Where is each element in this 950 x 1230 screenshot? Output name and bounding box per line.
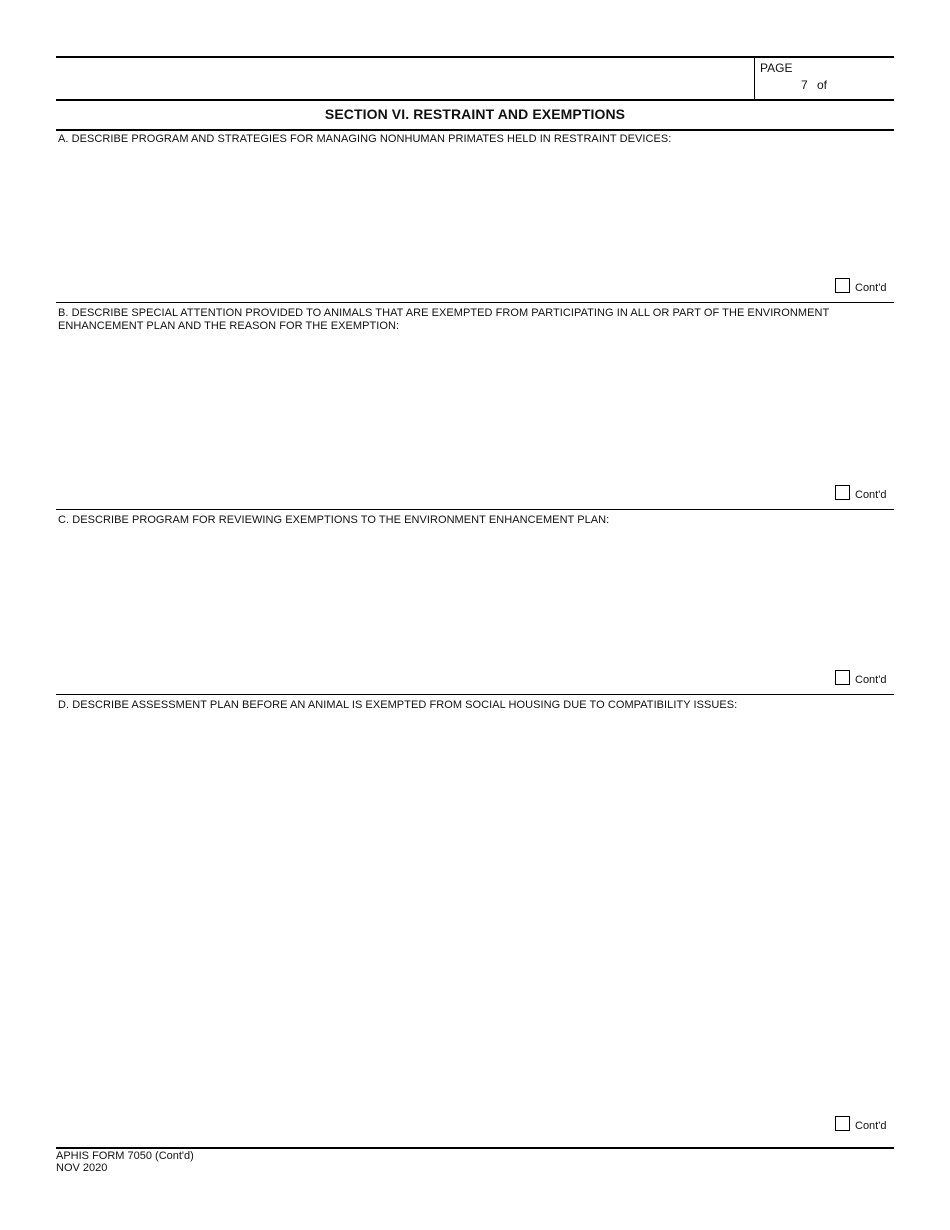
question-b-bottom-rule: [56, 509, 894, 510]
page-box-divider: [754, 57, 755, 100]
section-title: SECTION VI. RESTRAINT AND EXEMPTIONS: [324, 106, 626, 122]
question-a-contd-checkbox[interactable]: [835, 278, 850, 293]
footer-form-name: APHIS FORM 7050 (Cont'd): [56, 1150, 194, 1162]
question-c-contd-label: Cont'd: [855, 674, 887, 686]
question-c-contd: [835, 669, 886, 686]
page-number: 7: [801, 78, 808, 92]
question-a-answer-field[interactable]: [58, 150, 832, 276]
question-a-contd: [835, 277, 886, 294]
question-c-label: C. DESCRIBE PROGRAM FOR REVIEWING EXEMPTIONS TO THE ENVIRONMENT ENHANCEMENT PLAN:: [58, 514, 610, 526]
question-c-contd-checkbox[interactable]: [835, 670, 850, 685]
question-d-contd-checkbox[interactable]: [835, 1116, 850, 1131]
question-b-contd-checkbox[interactable]: [835, 485, 850, 500]
question-b-answer-field[interactable]: [58, 338, 832, 482]
header-bottom-rule: [56, 99, 894, 101]
footer-form-date: NOV 2020: [56, 1162, 108, 1174]
question-a-bottom-rule: [56, 302, 894, 303]
question-d-label: D. DESCRIBE ASSESSMENT PLAN BEFORE AN ANIMAL IS EXEMPTED FROM SOCIAL HOUSING DUE TO COMPATIBILITY ISSUES:: [58, 699, 738, 711]
question-d-contd-label: Cont'd: [855, 1120, 887, 1132]
footer-rule: [56, 1147, 894, 1149]
question-c-answer-field[interactable]: [58, 531, 832, 665]
section-title-rule: [56, 129, 894, 131]
question-b-label: B. DESCRIBE SPECIAL ATTENTION PROVIDED TO ANIMALS THAT ARE EXEMPTED FROM PARTICIPATING IN ALL OR PART OF THE ENVIRONMENT ENHANCEMENT PLAN AND THE REASON FOR THE EXEMPTION:: [58, 307, 830, 332]
question-b-contd: [835, 484, 886, 501]
page-label: PAGE: [760, 61, 793, 75]
header-top-rule: [56, 56, 894, 58]
question-a-contd-label: Cont'd: [855, 282, 887, 294]
question-c-bottom-rule: [56, 694, 894, 695]
question-d-contd: [835, 1115, 886, 1132]
question-d-answer-field[interactable]: [58, 716, 832, 1110]
page-of-label: of: [817, 78, 828, 92]
question-b-contd-label: Cont'd: [855, 489, 887, 501]
question-a-label: A. DESCRIBE PROGRAM AND STRATEGIES FOR MANAGING NONHUMAN PRIMATES HELD IN RESTRAINT DEVICES:: [58, 133, 672, 145]
